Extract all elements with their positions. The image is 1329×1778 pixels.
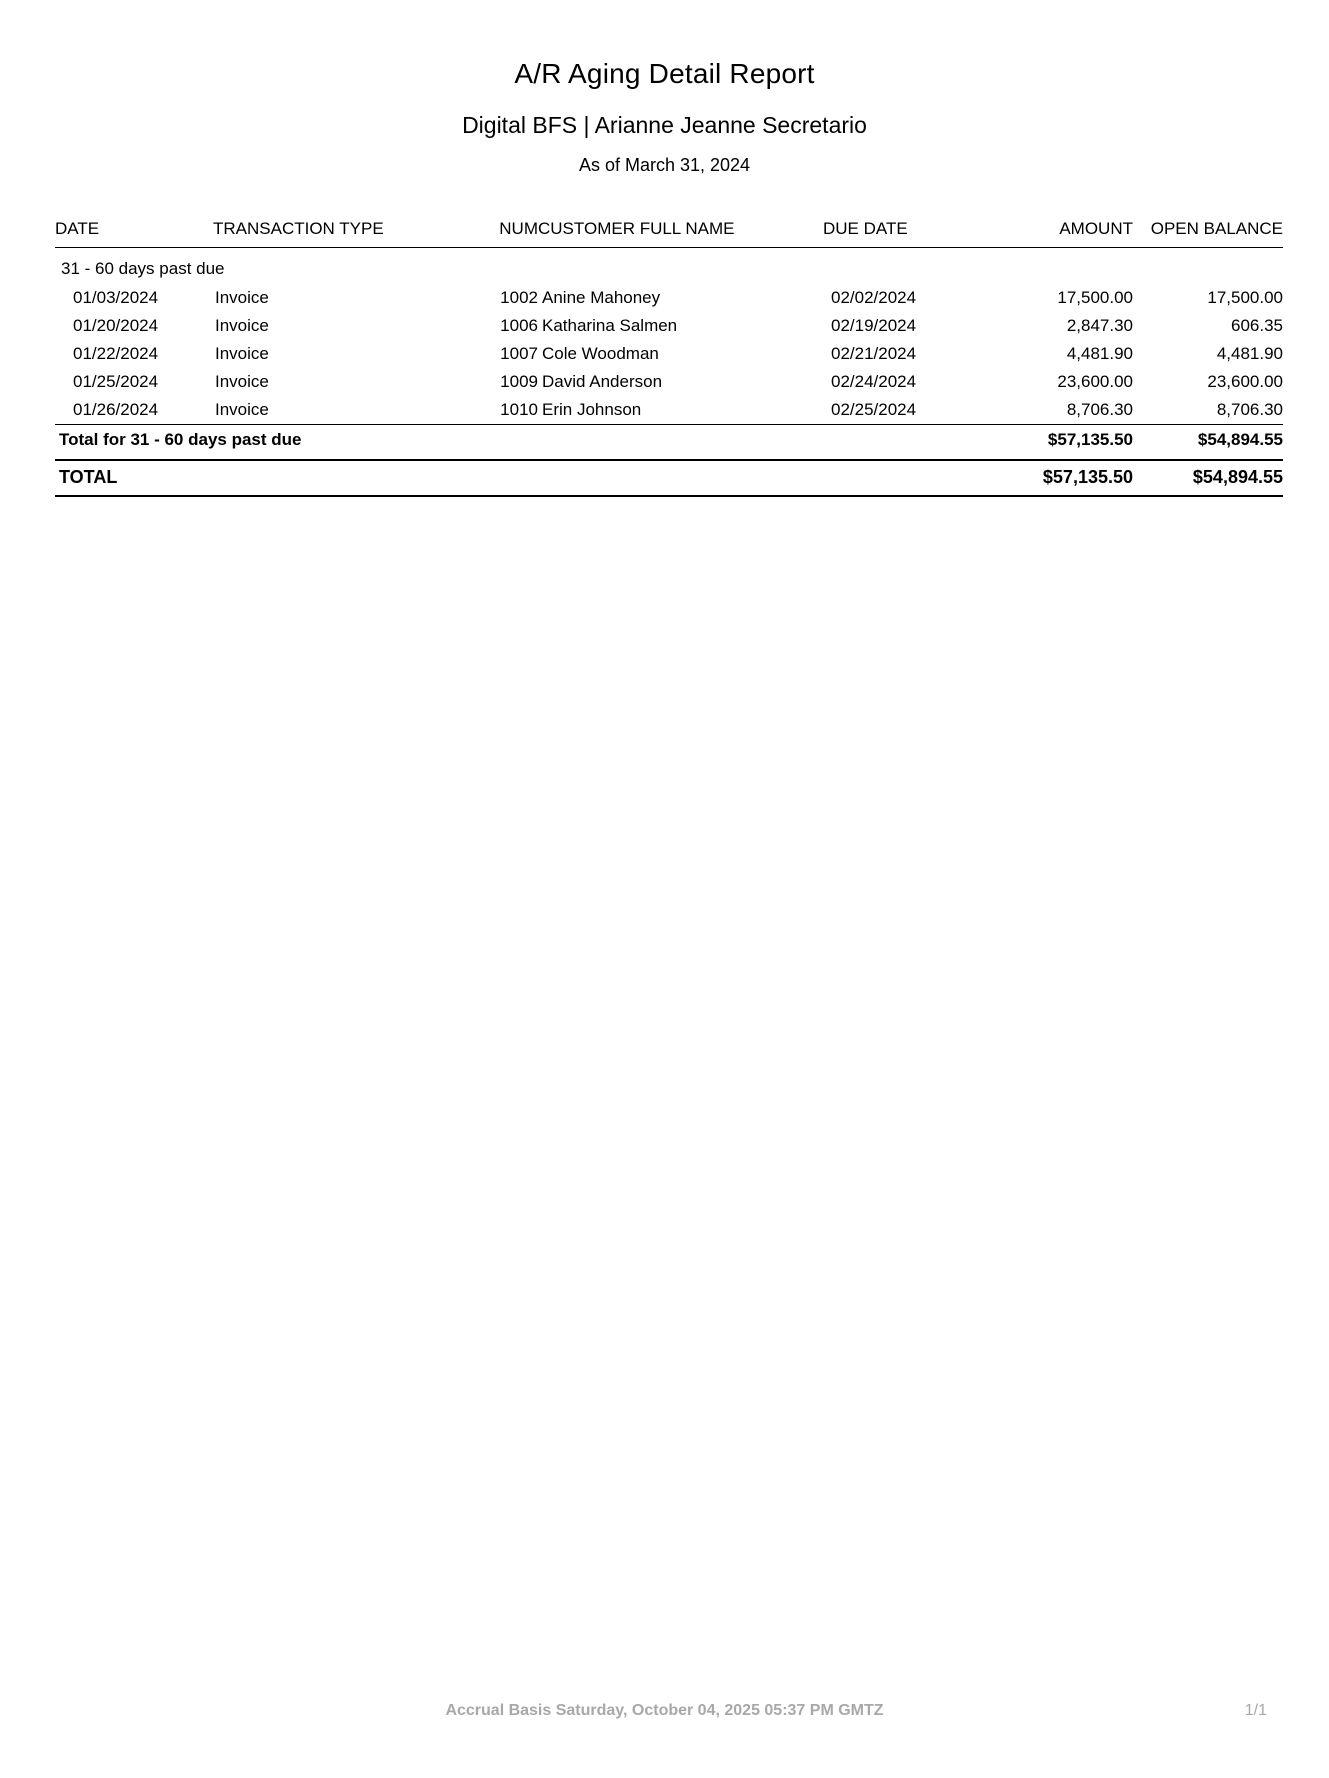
grand-total-label: TOTAL — [55, 460, 988, 496]
cell-due-date: 02/25/2024 — [831, 400, 917, 419]
table-row — [55, 368, 1283, 396]
cell-open-balance: 17,500.00 — [1207, 288, 1283, 307]
cell-date: 01/22/2024 — [73, 344, 159, 363]
cell-num: 1009 — [500, 372, 538, 391]
subtotal-label: Total for 31 - 60 days past due — [55, 425, 988, 457]
grand-total-amount: $57,135.50 — [988, 460, 1133, 496]
column-header-open-balance: OPEN BALANCE — [1133, 219, 1283, 248]
column-header-date: DATE — [55, 219, 213, 248]
table-row — [55, 312, 1283, 340]
subtotal-open-balance: $54,894.55 — [1133, 425, 1283, 457]
footer-basis-timestamp: Accrual Basis Saturday, October 04, 2025 05:37 PM GMTZ — [445, 1702, 884, 1719]
cell-amount: 4,481.90 — [1066, 344, 1133, 363]
page-footer — [0, 1702, 1329, 1722]
cell-customer: Katharina Salmen — [542, 316, 678, 335]
group-subtotal-row — [55, 425, 1283, 457]
ar-aging-table — [55, 219, 1283, 497]
cell-open-balance: 8,706.30 — [1216, 400, 1283, 419]
cell-amount: 23,600.00 — [1057, 372, 1133, 391]
cell-open-balance: 606.35 — [1231, 316, 1283, 335]
cell-transaction-type: Invoice — [215, 372, 269, 391]
cell-amount: 17,500.00 — [1057, 288, 1133, 307]
footer-page-number: 1/1 — [1244, 1702, 1267, 1719]
cell-transaction-type: Invoice — [215, 400, 269, 419]
column-header-transaction-type: TRANSACTION TYPE — [213, 219, 463, 248]
group-header-row — [55, 248, 1283, 285]
column-header-num: NUM — [463, 219, 538, 248]
page-title: A/R Aging Detail Report — [514, 58, 815, 89]
group-label: 31 - 60 days past due — [61, 259, 225, 278]
cell-open-balance: 23,600.00 — [1207, 372, 1283, 391]
grand-total-row — [55, 460, 1283, 496]
cell-open-balance: 4,481.90 — [1216, 344, 1283, 363]
cell-num: 1002 — [500, 288, 538, 307]
cell-customer: Erin Johnson — [542, 400, 642, 419]
cell-date: 01/26/2024 — [73, 400, 159, 419]
report-subtitle: Digital BFS | Arianne Jeanne Secretario — [462, 112, 867, 138]
subtotal-amount: $57,135.50 — [988, 425, 1133, 457]
cell-num: 1006 — [500, 316, 538, 335]
cell-due-date: 02/21/2024 — [831, 344, 917, 363]
cell-transaction-type: Invoice — [215, 344, 269, 363]
table-row — [55, 340, 1283, 368]
report-as-of-date: As of March 31, 2024 — [578, 155, 751, 175]
cell-date: 01/20/2024 — [73, 316, 159, 335]
grand-total-open-balance: $54,894.55 — [1133, 460, 1283, 496]
report-page — [0, 58, 1329, 1778]
cell-amount: 8,706.30 — [1066, 400, 1133, 419]
cell-date: 01/25/2024 — [73, 372, 159, 391]
table-header — [55, 219, 1283, 248]
table-row — [55, 396, 1283, 425]
cell-num: 1010 — [500, 400, 538, 419]
table-body — [55, 248, 1283, 497]
cell-customer: Anine Mahoney — [542, 288, 661, 307]
cell-num: 1007 — [500, 344, 538, 363]
column-header-customer: CUSTOMER FULL NAME — [538, 219, 823, 248]
column-header-amount: AMOUNT — [988, 219, 1133, 248]
cell-due-date: 02/24/2024 — [831, 372, 917, 391]
cell-amount: 2,847.30 — [1066, 316, 1133, 335]
cell-date: 01/03/2024 — [73, 288, 159, 307]
column-header-due-date: DUE DATE — [823, 219, 988, 248]
table-header-row — [55, 219, 1283, 248]
cell-due-date: 02/19/2024 — [831, 316, 917, 335]
cell-customer: David Anderson — [542, 372, 663, 391]
cell-due-date: 02/02/2024 — [831, 288, 917, 307]
cell-transaction-type: Invoice — [215, 316, 269, 335]
table-row — [55, 284, 1283, 312]
cell-transaction-type: Invoice — [215, 288, 269, 307]
cell-customer: Cole Woodman — [542, 344, 659, 363]
